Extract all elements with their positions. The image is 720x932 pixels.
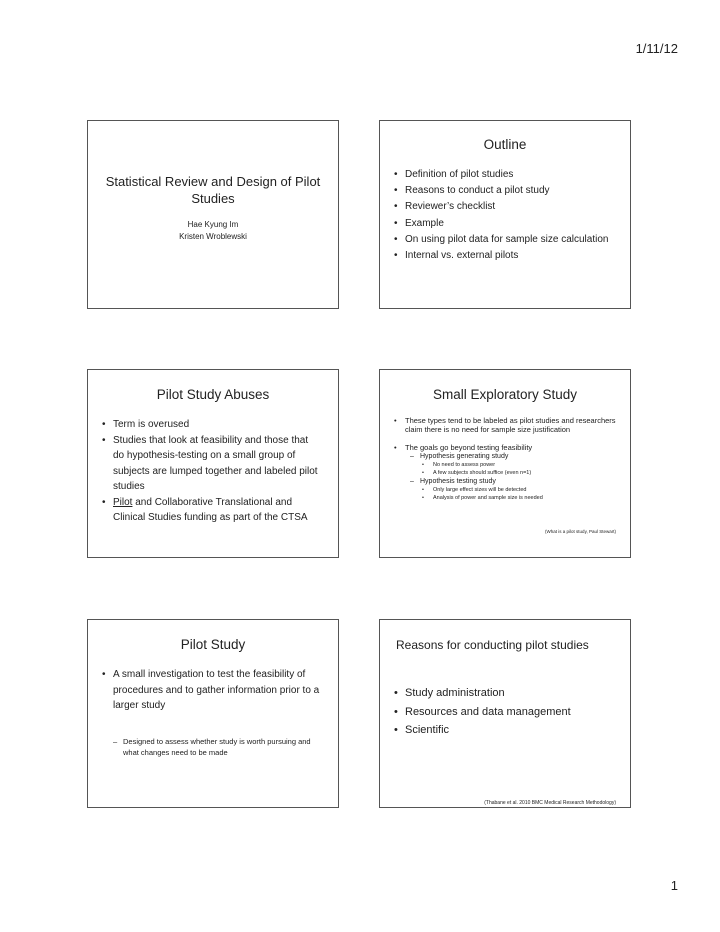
bullet-item: • Example bbox=[405, 216, 624, 232]
bullet-list bbox=[405, 684, 620, 740]
slide-title bbox=[87, 120, 339, 309]
slide-heading: Reasons for conducting pilot studies bbox=[396, 638, 589, 652]
bullet-item bbox=[113, 495, 320, 526]
bullet-text: and Collaborative Translational and Clinical Studies funding as part of the CTSA bbox=[113, 496, 308, 523]
slide-reasons bbox=[379, 619, 631, 808]
sub-item: – Hypothesis testing study bbox=[420, 477, 616, 486]
sub-sub-item: • Only large effect sizes will be detected bbox=[433, 486, 616, 494]
sub-sub-item: • Analysis of power and sample size is needed bbox=[433, 494, 616, 502]
page-number: 1 bbox=[670, 878, 678, 893]
sub-sub-item: • No need to assess power bbox=[433, 461, 616, 469]
bullet-item: • Scientific bbox=[405, 721, 620, 740]
slide-pilot-study-abuses bbox=[87, 369, 339, 558]
citation: (Thabane et al. 2010 BMC Medical Research Methodology) bbox=[484, 800, 616, 806]
bullet-list bbox=[405, 167, 624, 264]
citation: (What is a pilot study, Paul Stewart) bbox=[545, 529, 616, 534]
bullet-item: • Reviewer’s checklist bbox=[405, 199, 624, 215]
sub-sub-item: • A few subjects should suffice (even n=1) bbox=[433, 469, 616, 477]
slide-heading: Pilot Study Abuses bbox=[156, 387, 270, 402]
author-name: Hae Kyung Im bbox=[187, 220, 239, 229]
bullet-item: • Reasons to conduct a pilot study bbox=[405, 183, 624, 199]
bullet-item: • Studies that look at feasibility and those that do hypothesis-testing on a small group of subjects are lumped together and labeled pilot studies bbox=[113, 433, 320, 495]
bullet-item: • A small investigation to test the feasibility of procedures and to gather information prior to a larger study bbox=[113, 667, 320, 714]
slide-title-heading: Statistical Review and Design of Pilot Studies bbox=[105, 174, 321, 206]
bullet-list bbox=[405, 416, 616, 502]
bullet-item: • Definition of pilot studies bbox=[405, 167, 624, 183]
slide-pilot-study bbox=[87, 619, 339, 808]
slide-heading: Outline bbox=[483, 137, 527, 152]
bullet-list bbox=[113, 417, 320, 526]
bullet-item: • Resources and data management bbox=[405, 703, 620, 722]
bullet-item: • Internal vs. external pilots bbox=[405, 248, 624, 264]
sub-item: – Hypothesis generating study bbox=[420, 452, 616, 461]
slide-heading: Pilot Study bbox=[180, 637, 246, 652]
underlined-word: Pilot bbox=[113, 496, 133, 508]
bullet-item: • These types tend to be labeled as pilot studies and researchers claim there is no need for sample size justification bbox=[405, 416, 616, 434]
sub-item: – Designed to assess whether study is worth pursuing and what changes need to be made bbox=[123, 737, 316, 758]
bullet-item: • The goals go beyond testing feasibility bbox=[405, 443, 616, 452]
bullet-item: • On using pilot data for sample size calculation bbox=[405, 232, 624, 248]
slide-small-exploratory-study bbox=[379, 369, 631, 558]
bullet-item: • Term is overused bbox=[113, 417, 320, 433]
bullet-item: • Study administration bbox=[405, 684, 620, 703]
author-name: Kristen Wroblewski bbox=[179, 232, 247, 241]
bullet-list bbox=[113, 667, 320, 714]
slide-outline bbox=[379, 120, 631, 309]
date-header: 1/11/12 bbox=[635, 41, 678, 56]
slide-heading: Small Exploratory Study bbox=[432, 387, 578, 402]
